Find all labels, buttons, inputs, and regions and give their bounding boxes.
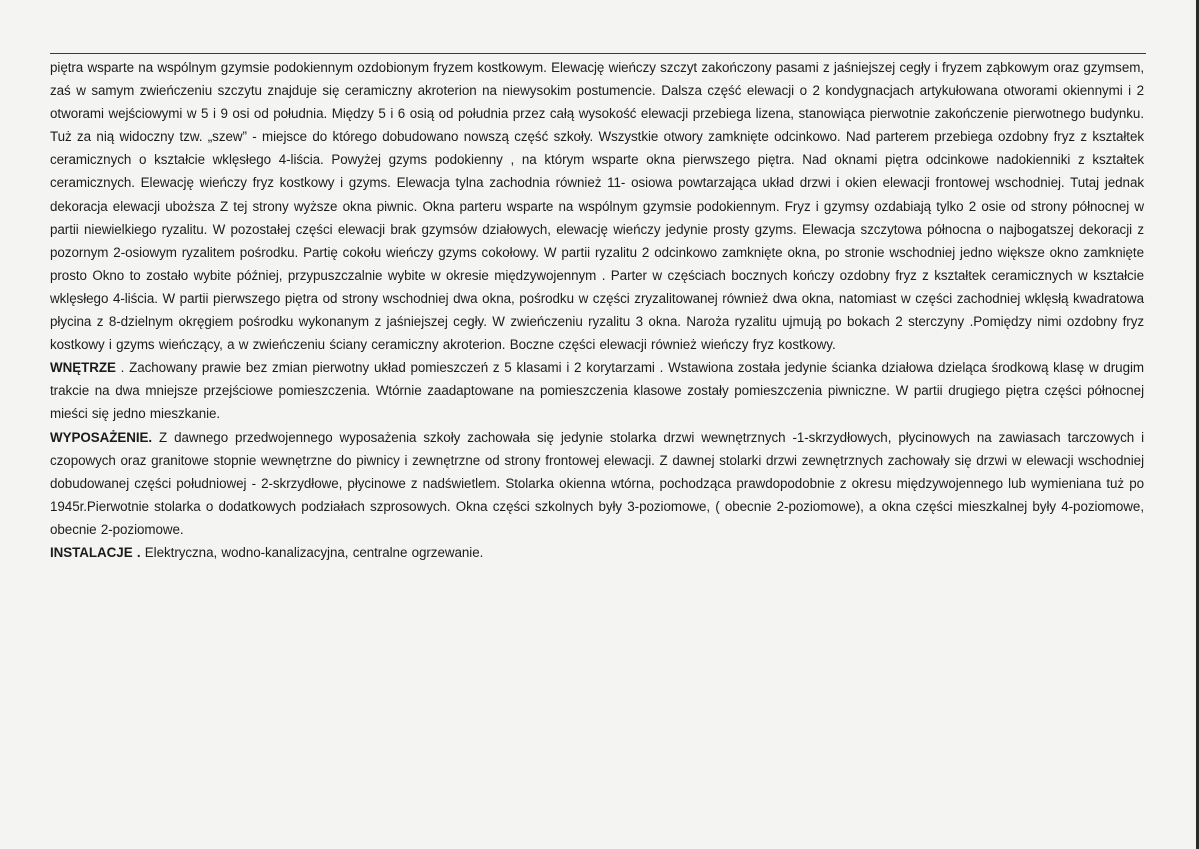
section-body-installations: Elektryczna, wodno-kanalizacyjna, centralne ogrzewanie. — [140, 544, 484, 560]
section-body-interior: . Zachowany prawie bez zmian pierwotny układ pomieszczeń z 5 klasami i 2 korytarzami . Wstawiona została jedynie ścianka działowa dzieląca środkową klasę w drugim trakcie na dwa mniejsze przejściowe pomieszczenia. Wtórnie zaadaptowane na pomieszczenia klasowe zostały pomieszczenia piwniczne. W partii drugiego piętra części północnej mieści się jedno mieszkanie. — [50, 360, 1144, 422]
section-interior — [50, 356, 1144, 425]
section-heading-interior: WNĘTRZE — [50, 360, 116, 376]
section-heading-equipment: WYPOSAŻENIE. — [50, 429, 153, 445]
section-body-equipment: Z dawnego przedwojennego wyposażenia szkoły zachowała się jedynie stolarka drzwi wewnętrznych -1-skrzydłowych, płycinowych na zawiasach tarczowych i czopowych oraz granitowe stopnie wewnętrzne do piwnicy i zewnętrzne od strony frontowej elewacji. Z dawnej stolarki drzwi zewnętrznych zachowały się drzwi w elewacji wschodniej dobudowanej części południowej - 2-skrzydłowe, płycinowe z nadświetlem. Stolarka okienna wtórna, pochodząca prawdopodobnie z okresu międzywojennego lub wymieniana tuż po 1945r.Pierwotnie stolarka o dodatkowych podziałach szprosowych. Okna części szkolnych były 3-poziomowe, ( obecnie 2-poziomowe), a okna części mieszkalnej były 4-poziomowe, obecnie 2-poziomowe. — [50, 429, 1144, 537]
section-heading-installations: INSTALACJE . — [50, 544, 141, 560]
intro-paragraph: piętra wsparte na wspólnym gzymsie podokiennym ozdobionym fryzem kostkowym. Elewację wieńczy szczyt zakończony pasami z jaśniejszej cegły i fryzem ząbkowym oraz gzymsem, zaś w samym zwieńczeniu szczytu znajduje się ceramiczny akroterion na niewysokim postumencie. Dalsza część elewacji o 2 kondygnacjach artykułowana otworami okiennymi i 2 otworami wejściowymi w 5 i 9 osi od południa. Między 5 i 6 osią od południa przez całą wysokość elewacji przebiega lizena, stanowiąca pierwotnie zakończenie pierwotnego budynku. Tuż za nią widoczny tzw. „szew” - miejsce do którego dobudowano nowszą część szkoły. Wszystkie otwory zamknięte odcinkowo. Nad parterem przebiega ozdobny fryz z kształtek ceramicznych o kształcie wklęsłego 4-liścia. Powyżej gzyms podokienny , na którym wsparte okna pierwszego piętra. Nad oknami piętra odcinkowe nadokienniki z kształtek ceramicznych. Elewację wieńczy fryz kostkowy i gzyms. Elewacja tylna zachodnia również 11- osiowa powtarzająca układ drzwi i okien elewacji frontowej wschodniej. Tutaj jednak dekoracja elewacji uboższa Z tej strony wyższe okna piwnic. Okna parteru wsparte na wspólnym gzymsie podokiennym. Fryz i gzymsy ozdabiają tylko 2 osie od strony północnej w partii niewielkiego ryzalitu. W pozostałej części elewacji brak gzymsów działowych, elewację wieńczy jedynie prosty gzyms. Elewacja szczytowa północna o najbogatszej dekoracji z pozornym 2-osiowym ryzalitem pośrodku. Partię cokołu wieńczy gzyms cokołowy. W partii ryzalitu 2 odcinkowo zamknięte okna, po stronie wschodniej jedno większe okno zamknięte prosto Okno to zostało wybite później, przypuszczalnie wybite w okresie międzywojennym . Parter w częściach bocznych kończy ozdobny fryz z kształtek ceramicznych w kształcie wklęsłego 4-liścia. W partii pierwszego piętra od strony wschodniej dwa okna, pośrodku w części zryzalitowanej również dwa okna, natomiast w części zachodniej wklęsłą kwadratowa płycina z 8-dzielnym okręgiem pośrodku wykonanym z jaśniejszej cegły. W zwieńczeniu ryzalitu 3 okna. Naroża ryzalitu ujmują po bokach 2 sterczyny .Pomiędzy nimi ozdobny fryz kostkowy i gzyms wieńczący, a w zwieńczeniu ściany ceramiczny akroterion. Boczne części elewacji również wieńczy fryz kostkowy. — [50, 60, 1144, 353]
document-body — [50, 56, 1144, 564]
section-equipment — [50, 426, 1144, 541]
section-installations — [50, 541, 1144, 564]
top-rule — [50, 53, 1146, 54]
